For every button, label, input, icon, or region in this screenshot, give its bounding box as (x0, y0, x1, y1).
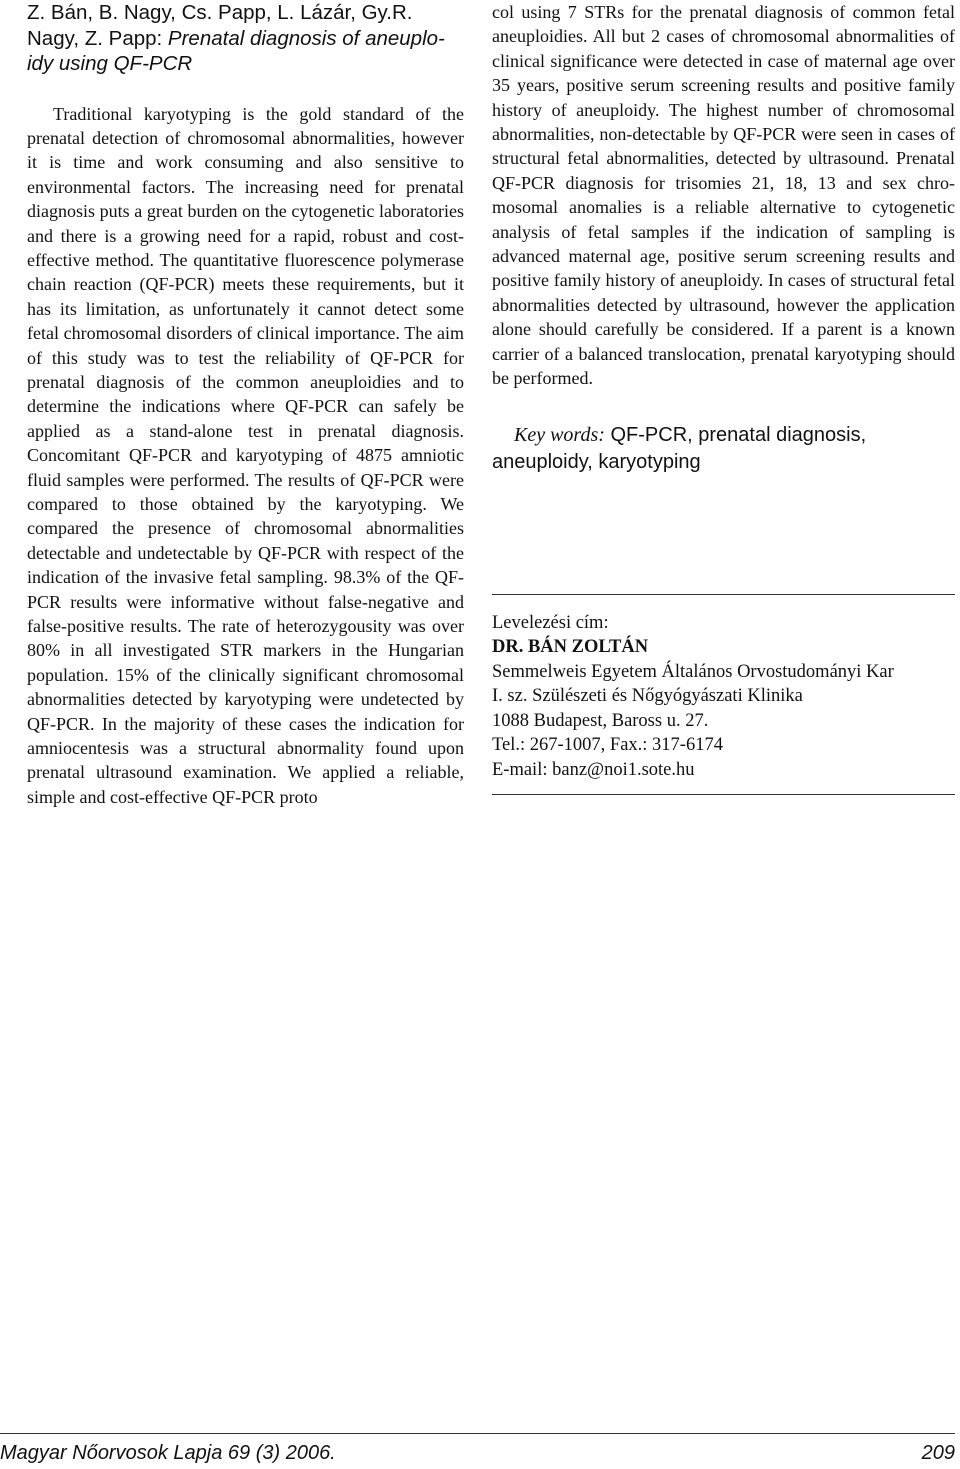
correspondence-institution: Semmelweis Egyetem Általános Orvostudományi Kar (492, 661, 894, 682)
correspondence-label: Levelezési cím: (492, 612, 609, 633)
correspondence-address: 1088 Budapest, Baross u. 27. (492, 710, 709, 731)
correspondence-phone: Tel.: 267-1007, Fax.: 317-6174 (492, 735, 723, 755)
article-title (27, 0, 464, 77)
correspondence-top-rule (492, 594, 955, 595)
correspondence-block (492, 611, 955, 783)
correspondence-name: DR. BÁN ZOLTÁN (492, 637, 649, 657)
abstract-left-text: Traditional karyotyping is the gold standard of the prenatal detection of chromosomal abnormalities, however it is time and work consuming and also sensitive to environmental factors. The increasing need for prenatal diagnosis puts a great burden on the cytogenetic laboratories and there is a growing need for a rapid, robust and cost-effective method. The quantitative fluorescence polymerase chain reaction (QF-PCR) meets these requirements, but it has its limitation, as unfortunately it cannot detect some fetal chromosomal disorders of clinical importance. The aim of this study was to test the reliability of QF-PCR for prenatal diagnosis of the common aneuploidies and to determine the indications where QF-PCR can safely be applied as a stand-alone test in prenatal diagnosis. Concomitant QF-PCR and karyotyping of 4875 amniotic fluid samples were performed. The results of QF-PCR were compared to those obtained by the karyotyping. We compared the presence of chromosomal abnormalities detectable and undetectable by QF-PCR with respect of the indication of the invasive fetal sampling. 98.3% of the QF-PCR results were informative without false-negative and false-positive results. The rate of heterozygousity was over 80% in all investigated STR markers in the Hungarian population. 15% of the clinically significant chromosomal abnormalities detected by karyotyping were undetected by QF-PCR. In the majority of these cases the indication for amniocentesis was a structural abnormality found upon prenatal ultrasound examination. We applied a reliable, simple and cost-effective QF-PCR proto (27, 103, 464, 807)
correspondence-bottom-rule (492, 794, 955, 795)
footer-rule (0, 1433, 955, 1434)
left-column (27, 0, 464, 809)
article-authors: Z. Bán, B. Nagy, Cs. Papp, L. Lázár, Gy.R. Nagy, Z. Papp: (27, 1, 413, 50)
right-column (492, 0, 955, 795)
correspondence-clinic: I. sz. Szülészeti és Nőgyógyászati Klinika (492, 686, 803, 706)
page-number: 209 (921, 1442, 955, 1464)
article-topic: Prenatal diagnosis of aneuploidy using QF-PCR (27, 26, 445, 75)
abstract-right-text: col using 7 STRs for the prenatal diagnosis of common fetal aneuploidies. All but 2 cases of chromosomal abnormalities of clinical significance were detected in case of maternal age over 35 years, positive serum screening results and positive family history of aneuploidy. The highest number of chromosomal abnormalities, non-detectable by QF-PCR were seen in cases of structural fetal abnormalities, detected by ultrasound. Prenatal QF-PCR diagnosis for trisomies 21, 18, 13 and sex chromosomal anomalies is a reliable alternative to cytogenetic analysis of fetal samples if the indication of sampling is advanced maternal age, positive serum screening results and positive family history of aneuploidy. In cases of structural fetal abnormalities detected by ultrasound, however the application alone should carefully be considered. If a parent is a known carrier of a balanced translocation, prenatal karyotyping should be performed. (492, 2, 955, 389)
footer-journal: Magyar Nőorvosok Lapja 69 (3) 2006. (0, 1442, 336, 1464)
keywords (492, 422, 955, 476)
correspondence-email: E-mail: banz@noi1.sote.hu (492, 759, 695, 780)
keywords-label: Key words: (514, 423, 605, 446)
keywords-terms: QF-PCR, prenatal diagnosis, aneuploidy, karyotyping (492, 423, 867, 473)
